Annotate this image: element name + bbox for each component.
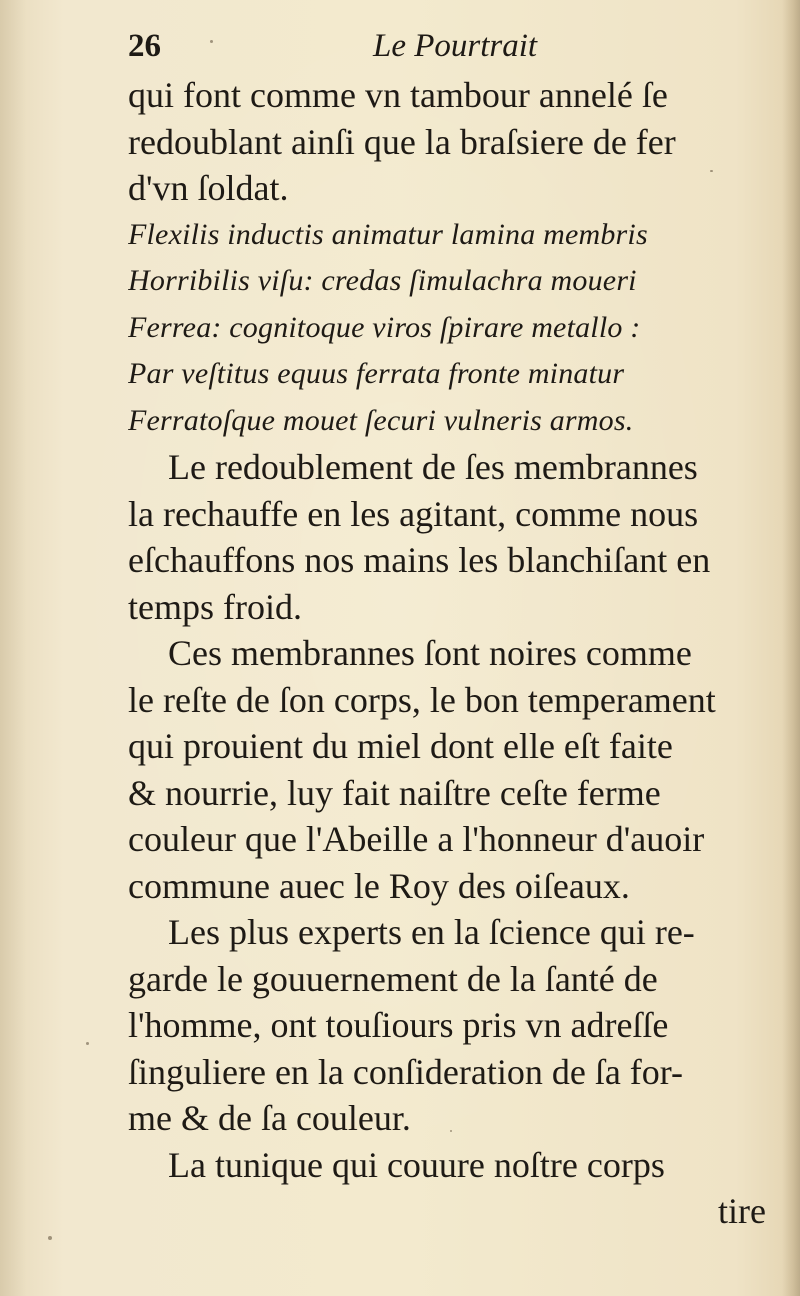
text-line: le reſte de ſon corps, le bon temperament	[128, 679, 716, 720]
paper-speck	[86, 1042, 89, 1045]
text-line: commune auec le Roy des oiſeaux.	[128, 865, 630, 906]
text-line: couleur que l'Abeille a l'honneur d'auoir	[128, 819, 705, 859]
paper-speck	[710, 170, 713, 172]
text-line: eſchauffons nos mains les blanchiſant en	[128, 540, 711, 580]
text-line: & nourrie, luy fait naiſtre ceſte ferme	[128, 772, 661, 813]
paragraph-color	[128, 630, 770, 909]
paragraph-membranes	[128, 444, 770, 630]
verse-line: Flexilis inductis animatur lamina membris	[128, 217, 648, 251]
text-line: Ces membrannes ſont noires comme	[168, 633, 692, 673]
running-head: Le Pourtrait	[373, 28, 538, 64]
page-header	[128, 20, 770, 72]
text-line: Les plus experts en la ſcience qui re-	[168, 912, 695, 952]
page-number: 26	[128, 28, 161, 64]
paragraph-tunic	[128, 1142, 770, 1189]
paper-speck	[450, 1130, 452, 1132]
text-line: me & de ſa couleur.	[128, 1098, 411, 1138]
text-line: Le redoublement de ſes membrannes	[168, 447, 698, 487]
text-line: qui prouient du miel dont elle eſt faite	[128, 726, 673, 766]
text-line: la rechauffe en les agitant, comme nous	[128, 493, 699, 534]
verse-line: Ferratoſque mouet ſecuri vulneris armos.	[128, 403, 634, 437]
paragraph-experts	[128, 909, 770, 1142]
verse-line: Par veſtitus equus ferrata fronte minatur	[128, 357, 625, 390]
paper-speck	[48, 1236, 52, 1240]
latin-verse	[128, 212, 770, 445]
paragraph-opening	[128, 72, 770, 212]
text-line: ſinguliere en la conſideration de ſa for-	[128, 1051, 684, 1092]
gutter-shadow	[0, 0, 26, 1296]
page-edge-shading	[782, 0, 800, 1296]
text-line: l'homme, ont touſiours pris vn adreſſe	[128, 1005, 669, 1045]
text-line: garde le gouuernement de la ſanté de	[128, 958, 658, 999]
text-line: temps froid.	[128, 586, 302, 627]
verse-line: Ferrea: cognitoque viros ſpirare metallo :	[128, 310, 641, 344]
verse-line: Horribilis viſu: credas ſimulachra moueri	[128, 264, 637, 297]
catchword: tire	[718, 1191, 766, 1231]
text-line: La tunique qui couure noſtre corps	[168, 1144, 665, 1185]
text-line: redoublant ainſi que la braſsiere de fer	[128, 121, 676, 162]
text-line: qui font comme vn tambour annelé ſe	[128, 75, 668, 115]
text-line: d'vn ſoldat.	[128, 168, 289, 208]
